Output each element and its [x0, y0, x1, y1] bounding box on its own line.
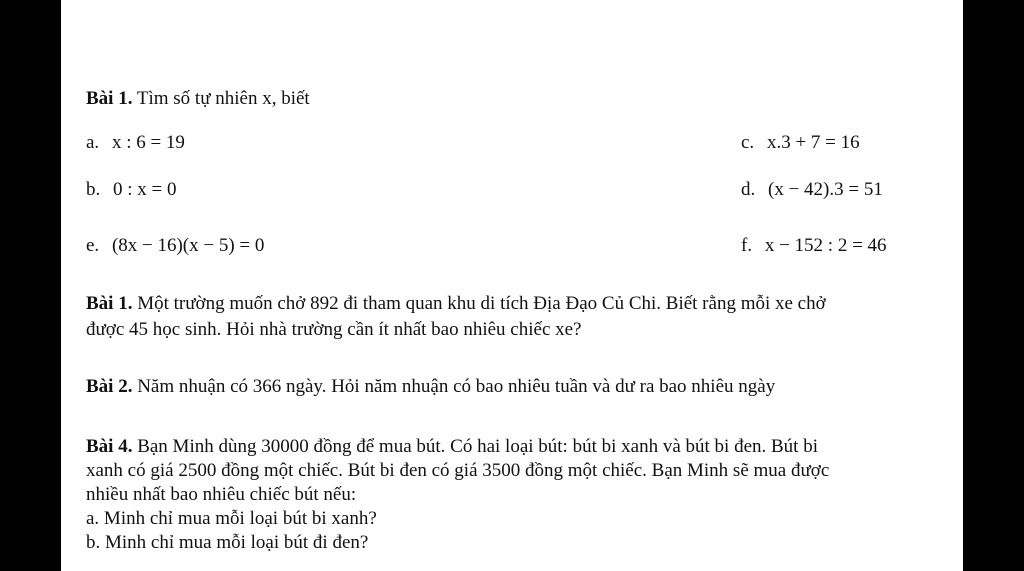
leap-year-text: Năm nhuận có 366 ngày. Hỏi năm nhuận có bao nhiêu tuần và dư ra bao nhiêu ngày [137, 376, 776, 397]
item-e-label: e. [86, 235, 100, 256]
pens-problem-line-2: xanh có giá 2500 đồng một chiếc. Bút bi đen có giá 3500 đồng một chiếc. Bạn Minh sẽ mua được [86, 460, 830, 481]
item-a-label: a. [86, 132, 100, 153]
pens-problem-line-5: b. Minh chỉ mua mỗi loại bút đi đen? [86, 532, 369, 553]
item-e-expr: (8x − 16)(x − 5) = 0 [111, 235, 265, 256]
item-e [86, 236, 264, 255]
pens-problem-line-4: a. Minh chỉ mua mỗi loại bút bi xanh? [86, 508, 377, 529]
exercise-1-heading: Bài 1. [86, 88, 133, 109]
exercise-1-title: Tìm số tự nhiên x, biết [136, 88, 310, 109]
item-b-expr: 0 : x = 0 [113, 179, 177, 200]
item-d-expr: (x − 42).3 = 51 [768, 179, 883, 200]
bus-problem-line-1 [86, 294, 826, 313]
leap-year-heading: Bài 2. [86, 376, 133, 397]
item-c-expr: x.3 + 7 = 16 [766, 132, 860, 153]
item-f [741, 236, 887, 255]
item-b-label: b. [86, 179, 101, 200]
item-c-label: c. [741, 132, 755, 153]
pens-problem-heading: Bài 4. [86, 436, 133, 457]
item-a [86, 133, 185, 152]
pens-problem-line-1 [86, 437, 818, 456]
item-c [741, 133, 860, 152]
item-f-expr: x − 152 : 2 = 46 [764, 235, 887, 256]
document-page [61, 0, 963, 571]
bus-problem-line-2: được 45 học sinh. Hỏi nhà trường cần ít nhất bao nhiêu chiếc xe? [86, 319, 582, 340]
bus-problem-text-1: Một trường muốn chở 892 đi tham quan khu di tích Địa Đạo Củ Chi. Biết rằng mỗi xe chở [137, 293, 826, 314]
exercise-1-heading-line [86, 89, 310, 108]
item-f-label: f. [741, 235, 753, 256]
item-b [86, 180, 177, 199]
item-d [741, 180, 883, 199]
pens-problem-text-1: Bạn Minh dùng 30000 đồng để mua bút. Có hai loại bút: bút bi xanh và bút bi đen. Bút bi [137, 436, 818, 457]
item-a-expr: x : 6 = 19 [111, 132, 185, 153]
item-d-label: d. [741, 179, 756, 200]
leap-year-problem [86, 377, 775, 396]
bus-problem-heading: Bài 1. [86, 293, 133, 314]
pens-problem-line-3: nhiều nhất bao nhiêu chiếc bút nếu: [86, 484, 357, 505]
